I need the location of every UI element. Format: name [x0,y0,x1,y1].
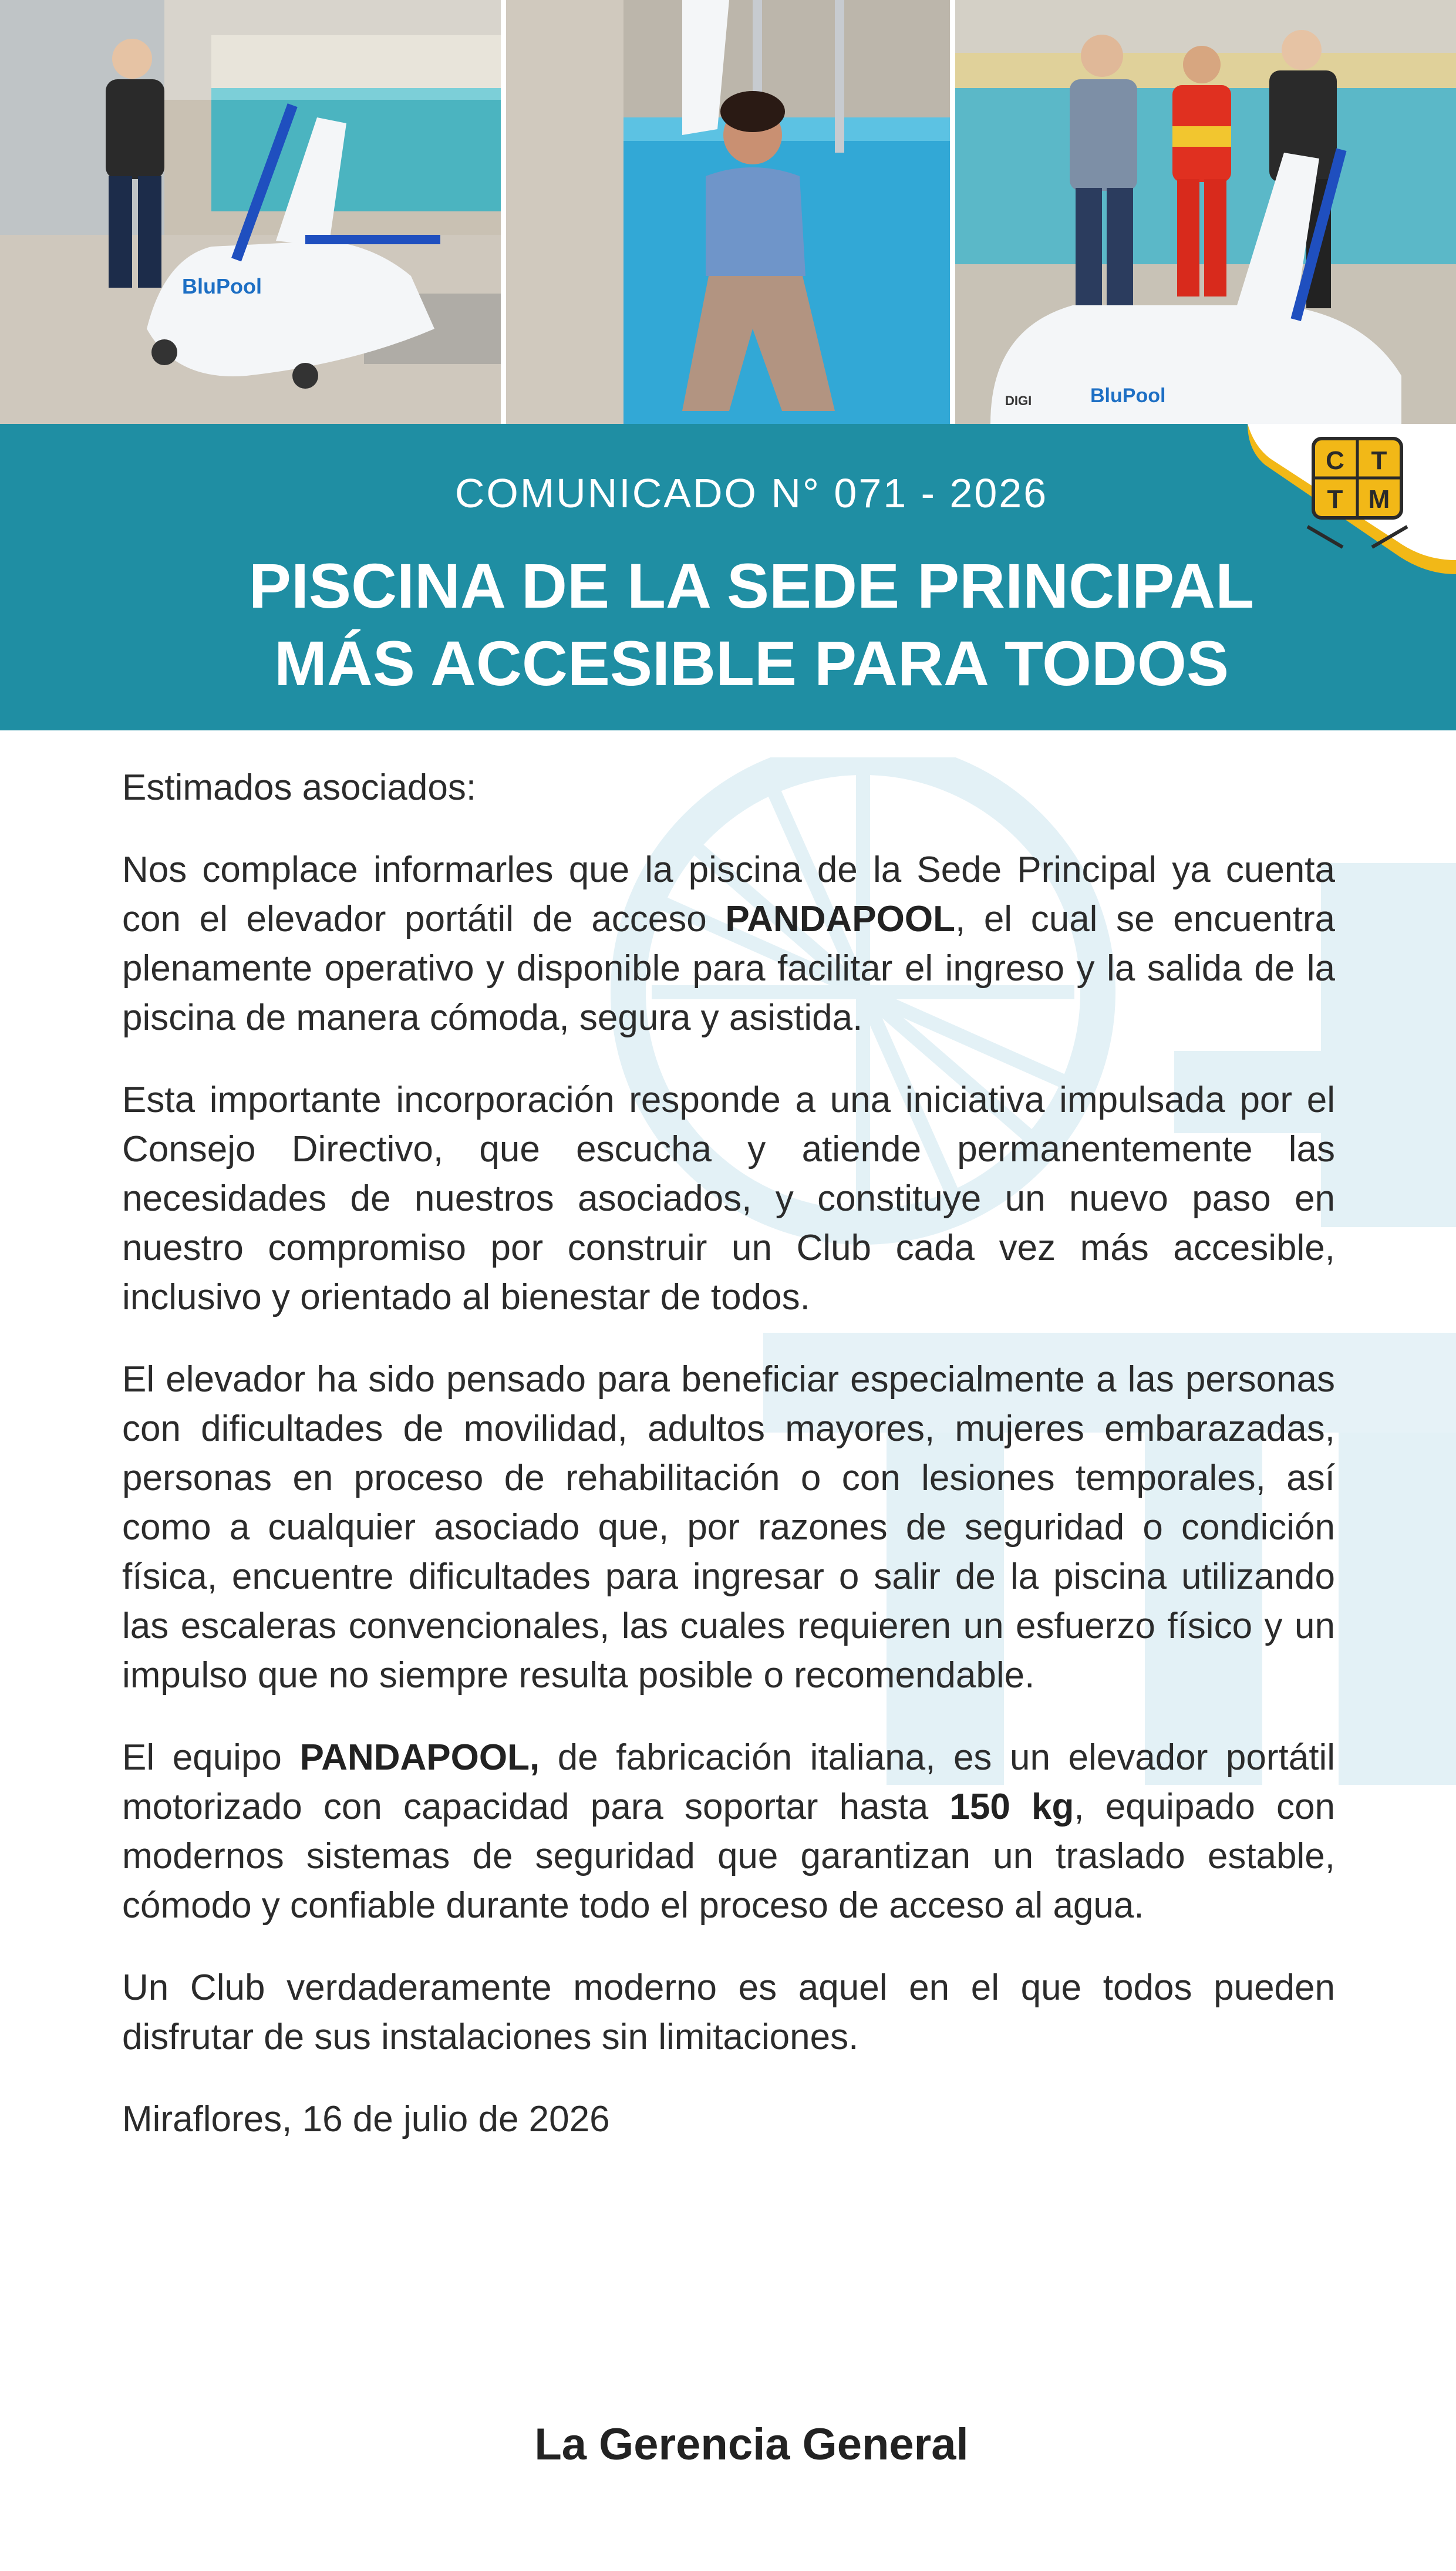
title-line-1: PISCINA DE LA SEDE PRINCIPAL [248,550,1255,621]
svg-text:BluPool: BluPool [1090,385,1166,407]
paragraph-4: El equipo PANDAPOOL, de fabricación italiana, es un elevador portátil motorizado con capacidad para soportar hasta 150 kg, equipado con modernos sistemas de seguridad que garantizan un traslado estable, cómodo y confiable durante todo el proceso de acceso al agua. [122,1737,1335,1926]
title-line-2: MÁS ACCESIBLE PARA TODOS [274,628,1229,699]
signature: La Gerencia General [534,2420,969,2469]
bulletin-number: COMUNICADO N° 071 - 2026 [454,470,1049,516]
svg-text:T: T [1371,446,1387,475]
photo-man-with-pool-lift [0,0,501,424]
svg-text:C: C [1326,446,1344,475]
svg-text:DIGI: DIGI [1005,393,1032,408]
paragraph-1: Nos complace informarles que la piscina de la Sede Principal ya cuenta con el elevador portátil de acceso PANDAPOOL, el cual se encuentra plenamente operativo y disponible para facilitar el ingreso y la salida de la piscina de manera cómoda, segura y asistida. [122,850,1335,1038]
paragraph-3: El elevador ha sido pensado para beneficiar especialmente a las personas con dificultades de movilidad, adultos mayores, mujeres embarazadas, personas en proceso de rehabilitación o con lesiones temporales, así como a cualquier asociado que, por razones de seguridad o condición física, encuentre dificultades para ingresar o salir de la piscina utilizando las escaleras convencionales, las cuales requieren un esfuerzo físico y un impulso que no siempre resulta posible o recomendable. [122,1359,1335,1696]
capacity-value: 150 kg [949,1787,1074,1827]
paragraph-5: Un Club verdaderamente moderno es aquel en el que todos pueden disfrutar de sus instalaciones sin limitaciones. [122,1967,1335,2057]
photo-strip [0,0,1456,424]
product-name: PANDAPOOL, [299,1737,540,1778]
greeting: Estimados asociados: [122,767,477,808]
svg-text:T: T [1327,485,1343,514]
svg-text:BluPool: BluPool [182,274,262,298]
product-name: PANDAPOOL [725,899,955,939]
title-banner [0,424,1456,730]
paragraph-2: Esta importante incorporación responde a una iniciativa impulsada por el Consejo Directivo, que escucha y atiende permanentemente las necesidades de nuestros asociados, y constituye un nuevo paso en nuestro compromiso por construir un Club cada vez más accesible, inclusivo y orientado al bienestar de todos. [122,1080,1335,1317]
announcement-body [122,763,1335,2144]
dateline: Miraflores, 16 de julio de 2026 [122,2099,610,2139]
club-logo [1248,424,1456,574]
photo-woman-in-pool [506,0,950,424]
photo-three-men-with-lift [955,0,1456,424]
svg-text:M: M [1368,485,1390,514]
page-title [0,547,1456,702]
